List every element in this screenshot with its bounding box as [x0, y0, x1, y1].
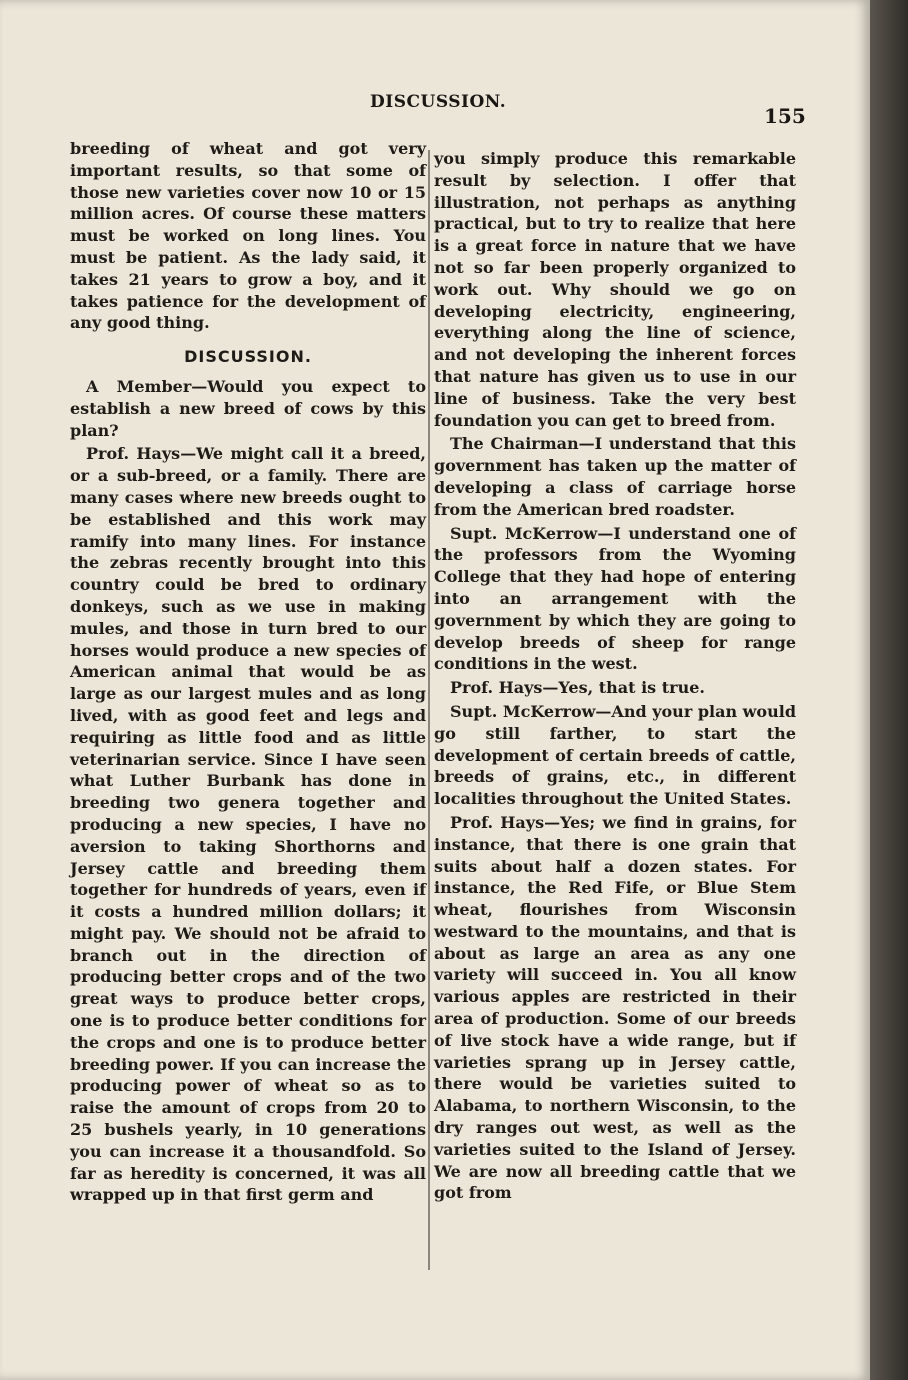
paragraph-hays-2: Prof. Hays—Yes, that is true. [450, 678, 705, 698]
paragraph-mckerrow-2: Supt. McKerrow—And your plan would go still farther, to start the development of certain breeds of cattle, breeds of grains, etc., in different localities throughout the United States. [434, 701, 796, 809]
right-column [434, 148, 796, 1204]
page-number: 155 [764, 104, 806, 128]
intro-paragraph: breeding of wheat and got very important results, so that some of those new varieties cover now 10 or 15 million acres. Of course these matters must be worked on long lines. You must be patient. As the lady said, it takes 21 years to grow a boy, and it takes patience for the development of any good thing. [70, 139, 426, 333]
paragraph-member: A Member—Would you expect to establish a new breed of cows by this plan? [70, 376, 426, 440]
paragraph-hays-3: Prof. Hays—Yes; we find in grains, for instance, that there is one grain that suits about half a dozen states. For instance, the Red Fife, or Blue Stem wheat, flourishes from Wisconsin westward to the mountains, and that is about as large an area as any one variety will succeed in. You all know various apples are restricted in their area of production. Some of our breeds of live stock have a wide range, but if varieties sprang up in Jersey cattle, there would be varieties suited to Alabama, to northern Wisconsin, to the dry ranges out west, as well as the varieties suited to the Island of Jersey. We are now all breeding cattle that we got from [434, 812, 796, 1203]
column-divider [428, 150, 430, 1270]
paragraph-chairman: The Chairman—I understand that this government has taken up the matter of developing a class of carriage horse from the American bred roadster. [434, 434, 796, 519]
left-column [70, 138, 426, 1206]
paragraph-mckerrow-1: Supt. McKerrow—I understand one of the professors from the Wyoming College that they had hope of entering into an arrangement with the government by which they are going to develop breeds of sheep for range conditions in the west. [434, 523, 796, 674]
paragraph-hays-1: Prof. Hays—We might call it a breed, or a sub-breed, or a family. There are many cases where new breeds ought to be established and this work may ramify into many lines. For instance the zebras recently brought into this country could be bred to ordinary donkeys, such as we use in making mules, and those in turn bred to our horses would produce a new species of American animal that would be as large as our largest mules and as long lived, with as good feet and legs and requiring as little food and as little veterinarian service. Since I have seen what Luther Burbank has done in breeding two genera together and producing a new species, I have no aversion to taking Shorthorns and Jersey cattle and breeding them together for hundreds of years, even if it costs a hundred million dollars; it might pay. We should not be afraid to branch out in the direction of producing better crops and of the two great ways to produce better crops, one is to produce better conditions for the crops and one is to produce better breeding power. If you can increase the producing power of wheat so as to raise the amount of crops from 20 to 25 bushels yearly, in 10 generations you can increase it a thousandfold. So far as heredity is concerned, it was all wrapped up in that first germ and [70, 444, 426, 1205]
section-heading: DISCUSSION. [184, 347, 312, 367]
book-edge [870, 0, 908, 1380]
running-head: DISCUSSION. [370, 92, 507, 112]
paragraph-continued: you simply produce this remarkable result by selection. I offer that illustration, not perhaps as anything practical, but to try to realize that here is a great force in nature that we have not so far been properly organized to work out. Why should we go on developing electricity, engineering, everything along the line of science, and not developing the inherent forces that nature has given us to use in our line of business. Take the very best foundation you can get to breed from. [434, 149, 796, 430]
